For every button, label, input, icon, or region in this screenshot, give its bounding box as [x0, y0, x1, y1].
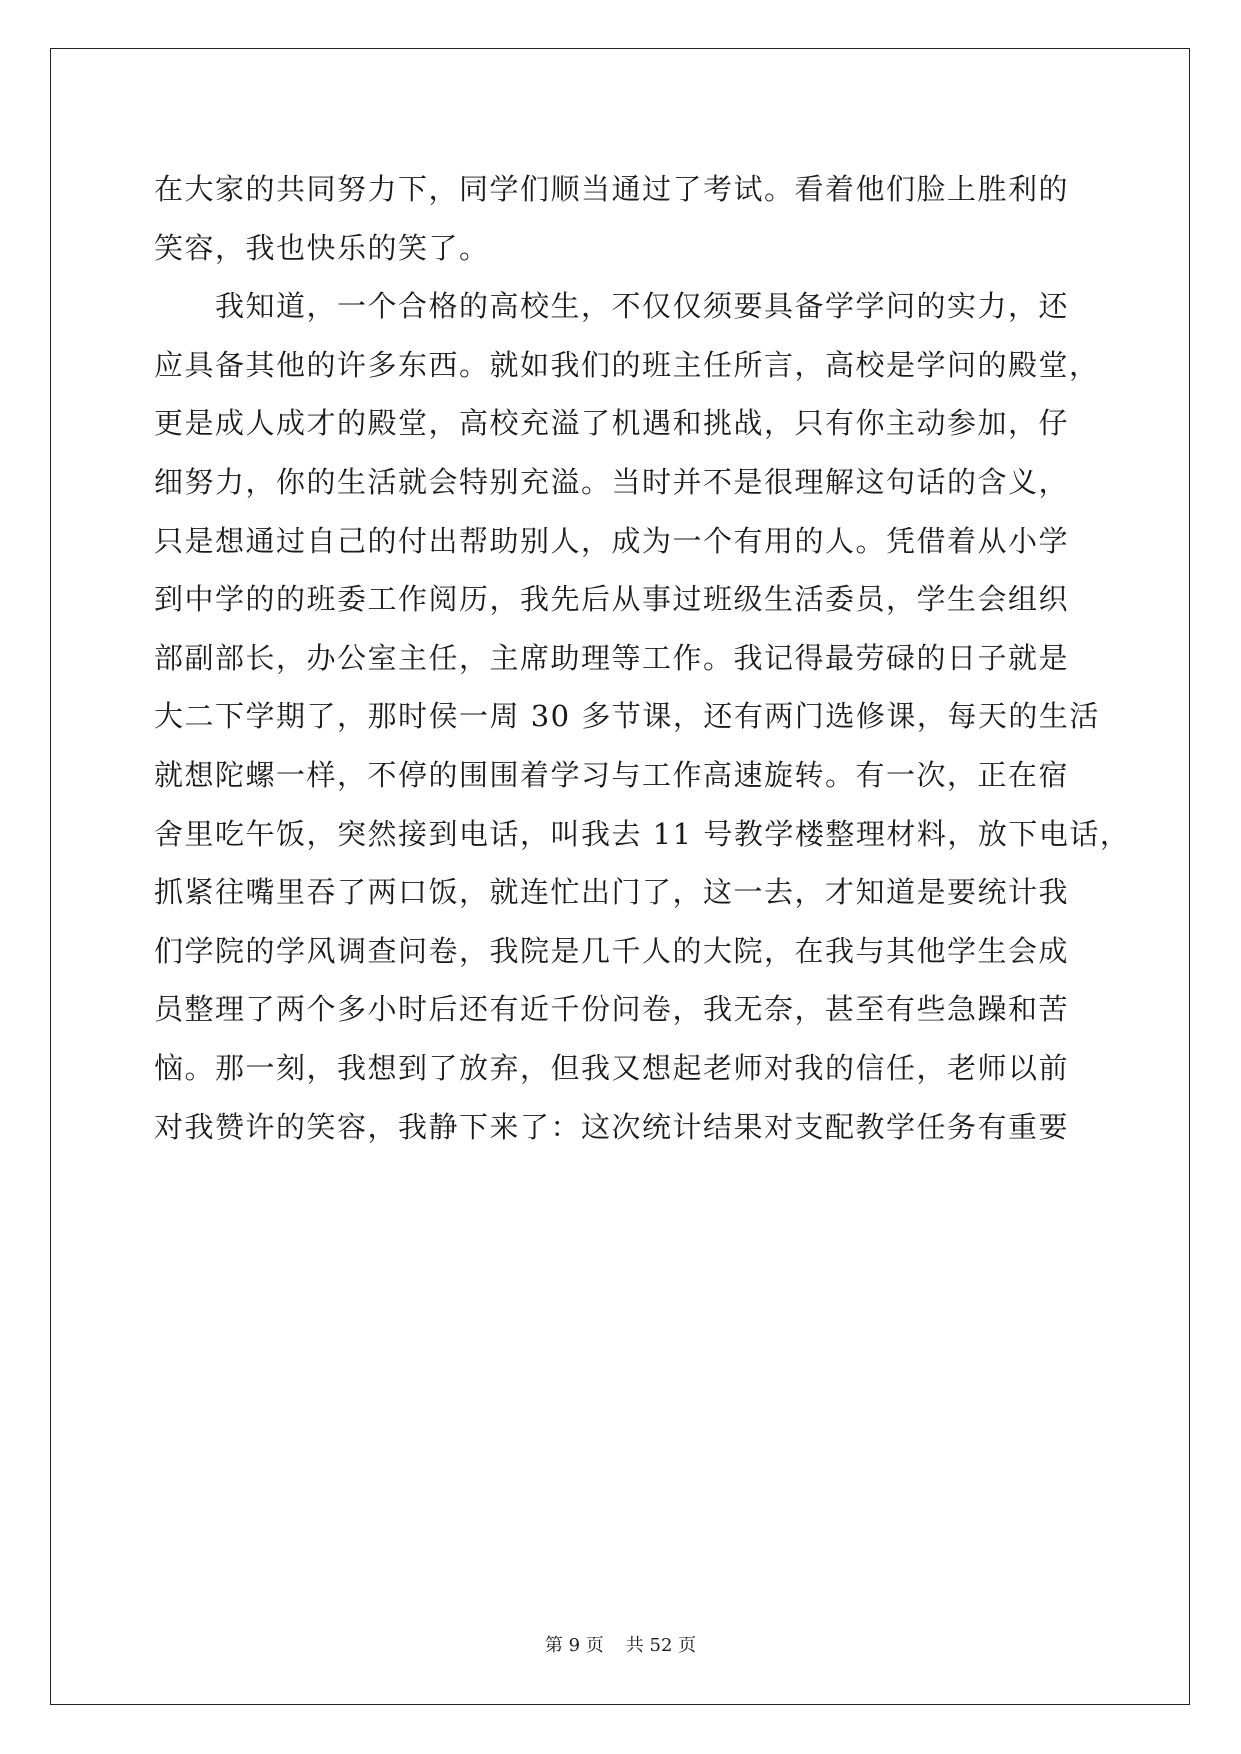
text-line: 舍里吃午饭，突然接到电话，叫我去 11 号教学楼整理材料，放下电话， — [154, 816, 1131, 851]
text-line: 就想陀螺一样，不停的围围着学习与工作高速旋转。有一次，正在宿 — [154, 757, 1070, 792]
text-line: 抓紧往嘴里吞了两口饭，就连忙出门了，这一去，才知道是要统计我 — [154, 875, 1070, 910]
text-line: 笑容，我也快乐的笑了。 — [154, 230, 490, 265]
text-line: 我知道，一个合格的高校生，不仅仅须要具备学学问的实力，还 — [154, 289, 1070, 324]
text-line: 们学院的学风调查问卷，我院是几千人的大院，在我与其他学生会成 — [154, 933, 1070, 968]
document-body — [154, 160, 1131, 1156]
text-line: 细努力，你的生活就会特别充溢。当时并不是很理解这句话的含义， — [154, 464, 1070, 499]
text-line: 部副部长，办公室主任，主席助理等工作。我记得最劳碌的日子就是 — [154, 640, 1070, 675]
text-line: 应具备其他的许多东西。就如我们的班主任所言，高校是学问的殿堂， — [154, 347, 1100, 382]
page-number: 第 9 页 — [544, 1635, 604, 1656]
text-line: 更是成人成才的殿堂，高校充溢了机遇和挑战，只有你主动参加，仔 — [154, 406, 1070, 441]
text-line: 到中学的的班委工作阅历，我先后从事过班级生活委员，学生会组织 — [154, 582, 1070, 617]
text-line: 大二下学期了，那时侯一周 30 多节课，还有两门选修课，每天的生活 — [154, 699, 1100, 734]
text-line: 恼。那一刻，我想到了放弃，但我又想起老师对我的信任，老师以前 — [154, 1050, 1070, 1085]
text-line: 员整理了两个多小时后还有近千份问卷，我无奈，甚至有些急躁和苦 — [154, 992, 1070, 1027]
text-line: 在大家的共同努力下，同学们顺当通过了考试。看着他们脸上胜利的 — [154, 172, 1070, 206]
text-line: 对我赞许的笑容，我静下来了：这次统计结果对支配教学任务有重要 — [154, 1109, 1070, 1144]
page-footer — [0, 1634, 1241, 1658]
page-total: 共 52 页 — [625, 1635, 697, 1656]
text-line: 只是想通过自己的付出帮助别人，成为一个有用的人。凭借着从小学 — [154, 523, 1070, 558]
